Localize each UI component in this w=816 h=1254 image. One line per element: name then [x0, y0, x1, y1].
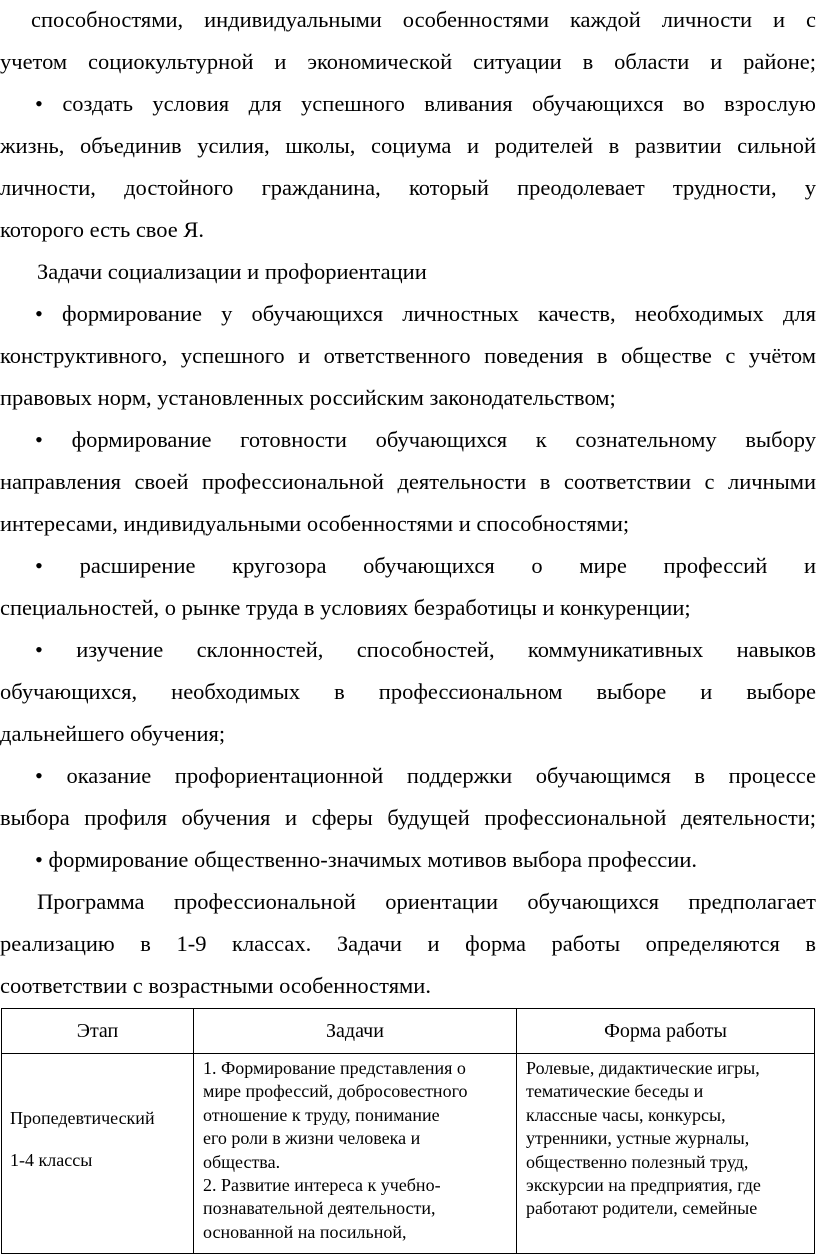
forms-line: утренники, устные журналы, [526, 1128, 750, 1149]
bullet-item: • расширение кругозора обучающихся о мире профессий и [35, 553, 816, 578]
forms-line: работают родители, семейные [526, 1198, 758, 1219]
tasks-line: отношение к труду, понимание [203, 1104, 440, 1125]
forms-text [517, 1054, 814, 1221]
text-line: правовых норм, установленных российским законодательством; [0, 385, 616, 410]
text-line: интересами, индивидуальными особенностями и способностями; [0, 511, 630, 536]
text-line: специальностей, о рынке труда в условиях безработицы и конкуренции; [0, 595, 691, 620]
stage-name: Пропедевтический [10, 1108, 155, 1128]
stage-cell [2, 1054, 194, 1254]
forms-line: классные часы, конкурсы, [526, 1104, 726, 1125]
text-line: которого есть свое Я. [0, 217, 205, 242]
tasks-cell [194, 1054, 517, 1254]
tasks-line: его роли в жизни человека и [203, 1128, 421, 1149]
forms-line: экскурсии на предприятия, где [526, 1175, 761, 1196]
bullet-item: • формирование готовности обучающихся к сознательному выбору [35, 427, 816, 452]
tasks-line: 1. Формирование представления о [203, 1058, 466, 1078]
tasks-line: мире профессий, добросовестного [203, 1081, 468, 1102]
forms-line: общественно полезный труд, [526, 1151, 749, 1172]
text-line: жизнь, объединив усилия, школы, социума и родителей в развитии сильной [0, 133, 816, 158]
tasks-line: 2. Развитие интереса к учебно- [203, 1175, 441, 1196]
tasks-line: познавательной деятельности, [203, 1198, 436, 1219]
stages-table [1, 1008, 815, 1254]
forms-line: Ролевые, дидактические игры, [526, 1058, 760, 1078]
text-line: дальнейшего обучения; [0, 721, 226, 746]
stage-grades: 1-4 классы [10, 1150, 93, 1170]
bullet-item: • изучение склонностей, способностей, коммуникативных навыков [35, 637, 816, 662]
text-line: направления своей профессиональной деятельности в соответствии с личными [0, 469, 816, 494]
text-line: соответствии с возрастными особенностями. [0, 973, 431, 998]
forms-line: тематические беседы и [526, 1081, 704, 1102]
header-stage: Этап [2, 1009, 194, 1054]
text-line: обучающихся, необходимых в профессиональном выборе и выборе [0, 679, 816, 704]
text-line: учетом социокультурной и экономической ситуации в области и районе; [0, 49, 816, 74]
tasks-line: основанной на посильной, [203, 1221, 407, 1242]
header-forms: Форма работы [517, 1009, 815, 1054]
bullet-item: • формирование общественно-значимых мотивов выбора профессии. [35, 847, 698, 872]
text-line: способностями, индивидуальными особенностями каждой личности и с [31, 7, 816, 32]
text-line: конструктивного, успешного и ответственного поведения в обществе с учётом [0, 343, 816, 368]
text-line: личности, достойного гражданина, который преодолевает трудности, у [0, 175, 816, 200]
table-row [2, 1054, 815, 1254]
header-tasks: Задачи [194, 1009, 517, 1054]
tasks-line: общества. [203, 1151, 281, 1172]
bullet-item: • оказание профориентационной поддержки обучающимся в процессе [35, 763, 816, 788]
text-line: реализацию в 1-9 классах. Задачи и форма работы определяются в [0, 931, 816, 956]
text-line: выбора профиля обучения и сферы будущей профессиональной деятельности; [0, 805, 816, 830]
bullet-item: • формирование у обучающихся личностных качеств, необходимых для [35, 301, 816, 326]
section-heading: Задачи социализации и профориентации [37, 259, 427, 284]
text-line: Программа профессиональной ориентации обучающихся предполагает [37, 889, 816, 914]
forms-cell [517, 1054, 815, 1254]
tasks-text [194, 1054, 516, 1244]
bullet-item: • создать условия для успешного вливания обучающихся во взрослую [35, 91, 816, 116]
table-header-row [2, 1009, 815, 1054]
